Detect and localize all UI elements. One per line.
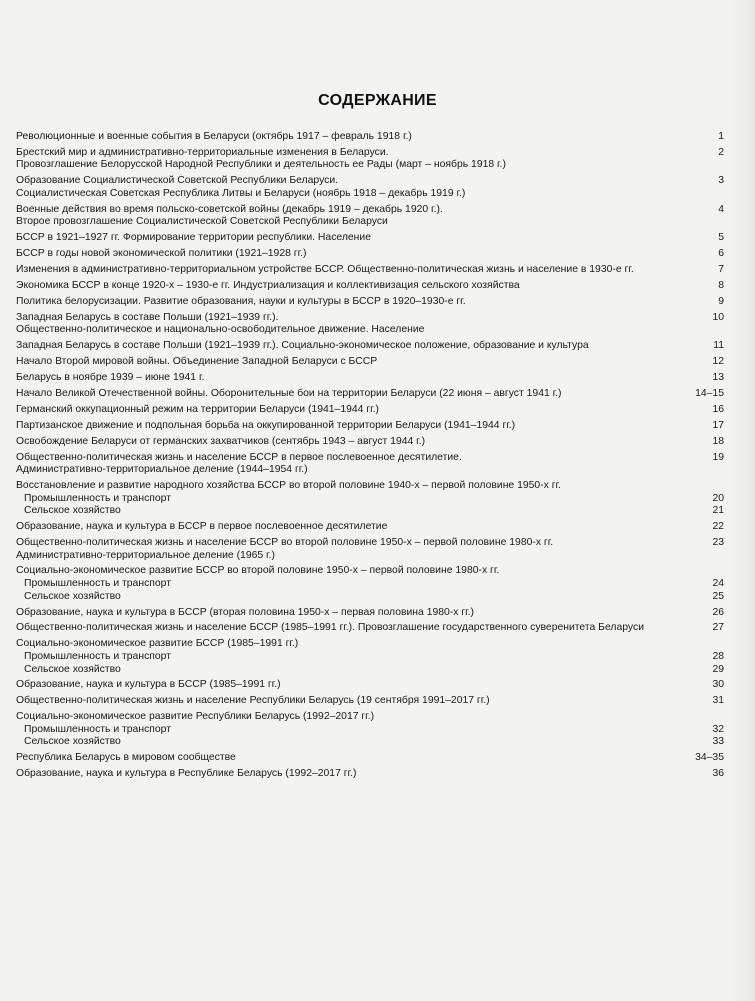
toc-entry-line [16,521,724,534]
toc-page-number [720,638,724,651]
toc-subentry-line [16,664,724,677]
toc-entry-title: Изменения в административно-территориальном устройстве БССР. Общественно-политическая жизнь и население в 1930-е гг. [16,264,634,276]
toc-entry-line [16,204,724,217]
toc-page-number: 14–15 [695,387,724,399]
toc-entry-title: Общественно-политическая жизнь и население БССР во второй половине 1950-х – первой половине 1980-х гг. [16,536,554,548]
toc-entry-title: БССР в годы новой экономической политики (1921–1928 гг.) [16,248,307,260]
toc-entry-line [16,356,724,369]
toc-page-number [720,464,724,477]
toc-entry-title: Административно-территориальное деление (1944–1954 гг.) [16,464,308,476]
toc-page-number: 25 [712,590,724,602]
toc-page-number: 8 [718,280,724,292]
toc-entry [16,264,724,277]
toc-page-number: 26 [712,606,724,618]
toc-entry-line [16,537,724,550]
table-of-contents [16,131,724,784]
toc-entry-line [16,147,724,160]
toc-page-number: 12 [712,356,724,368]
toc-entry-line [16,622,724,635]
toc-entry-line [16,131,724,144]
toc-entry-title: БССР в 1921–1927 гг. Формирование территории республики. Население [16,232,371,244]
toc-subentry-line [16,493,724,506]
toc-entry [16,452,724,477]
toc-page-number [720,565,724,578]
toc-entry-line [16,752,724,765]
toc-page-number: 18 [712,435,724,447]
toc-entry-line [16,607,724,620]
toc-entry [16,204,724,229]
toc-entry-line [16,480,724,493]
toc-entry [16,752,724,765]
toc-entry [16,280,724,293]
toc-entry-title: Начало Второй мировой войны. Объединение Западной Беларуси с БССР [16,356,378,368]
toc-entry-line [16,436,724,449]
toc-entry-line [16,550,724,563]
toc-page-number: 16 [712,403,724,415]
toc-page-number: 33 [712,736,724,748]
toc-page-number [720,324,724,337]
toc-page-number [720,711,724,724]
toc-entry [16,565,724,603]
toc-entry-line [16,768,724,781]
toc-entry-title: Революционные и военные события в Беларуси (октябрь 1917 – февраль 1918 г.) [16,131,412,142]
toc-page-number: 5 [718,232,724,244]
toc-entry-line [16,175,724,188]
toc-entry [16,340,724,353]
toc-entry-line [16,565,724,578]
toc-entry [16,312,724,337]
toc-page-number: 17 [712,419,724,431]
toc-entry-line [16,404,724,417]
toc-page-number: 7 [718,264,724,276]
toc-entry-line [16,264,724,277]
toc-page-number: 10 [712,311,724,323]
toc-entry-title: Промышленность и транспорт [24,578,171,590]
toc-entry-title: Образование, наука и культура в БССР (1985–1991 гг.) [16,679,281,691]
toc-entry-title: Социально-экономическое развитие Республики Беларусь (1992–2017 гг.) [16,711,375,723]
toc-entry-line [16,372,724,385]
toc-entry-title: Общественно-политическая жизнь и население БССР (1985–1991 гг.). Провозглашение государственного суверенитета Беларуси [16,622,645,634]
toc-page-number: 22 [712,521,724,533]
toc-entry-title: Беларусь в ноябре 1939 – июне 1941 г. [16,372,205,384]
toc-entry [16,679,724,692]
toc-entry-title: Образование, наука и культура в БССР (вторая половина 1950-х – первая половина 1980-х гг.) [16,606,475,618]
toc-entry-title: Второе провозглашение Социалистической Советской Республики Беларуси [16,216,388,228]
toc-entry [16,372,724,385]
toc-entry-title: Освобождение Беларуси от германских захватчиков (сентябрь 1943 – август 1944 г.) [16,435,426,447]
toc-entry-title: Общественно-политическая жизнь и население БССР в первое послевоенное десятилетие. [16,451,462,463]
toc-entry [16,248,724,261]
toc-entry-title: Провозглашение Белорусской Народной Республики и деятельность ее Рады (март – ноябрь 1918 г.) [16,159,506,171]
toc-entry-title: Сельское хозяйство [24,663,121,675]
toc-entry-line [16,452,724,465]
toc-entry [16,296,724,309]
toc-entry [16,521,724,534]
toc-entry-line [16,420,724,433]
toc-entry-title: Германский оккупационный режим на территории Беларуси (1941–1944 гг.) [16,403,379,415]
toc-entry [16,131,724,144]
toc-entry [16,175,724,200]
toc-page-number: 29 [712,663,724,675]
toc-page-number: 23 [712,536,724,548]
toc-entry [16,147,724,172]
page-edge-shading [731,0,755,1001]
toc-page-number: 31 [712,695,724,707]
toc-entry [16,480,724,518]
toc-entry [16,436,724,449]
toc-entry [16,711,724,749]
toc-entry-line [16,340,724,353]
toc-page-number: 28 [712,650,724,662]
toc-entry-title: Экономика БССР в конце 1920-х – 1930-е гг. Индустриализация и коллективизация сельского хозяйства [16,280,520,292]
toc-entry-line [16,679,724,692]
page-title: СОДЕРЖАНИЕ [318,92,437,109]
toc-page-number: 27 [712,622,724,634]
toc-entry-title: Образование Социалистической Советской Республики Беларуси. [16,175,339,187]
toc-page-number: 24 [712,578,724,590]
toc-page-number: 21 [712,505,724,517]
toc-subentry-line [16,578,724,591]
toc-page-number: 9 [718,295,724,307]
toc-entry-title: Общественно-политическое и национально-освободительное движение. Население [16,324,425,336]
toc-page-number: 19 [712,451,724,463]
toc-page-number: 1 [718,131,724,142]
toc-entry-title: Сельское хозяйство [24,736,121,748]
toc-page-number: 6 [718,248,724,260]
toc-page-number: 20 [712,492,724,504]
toc-page-number: 11 [713,340,724,352]
toc-page-number: 34–35 [695,752,724,764]
toc-entry-line [16,280,724,293]
toc-entry-title: Общественно-политическая жизнь и население Республики Беларусь (19 сентября 1991–2017 гг.) [16,695,490,707]
toc-page-number [720,216,724,229]
toc-page-number: 3 [718,175,724,187]
toc-entry-title: Политика белорусизации. Развитие образования, науки и культуры в БССР в 1920–1930-е гг. [16,295,466,307]
toc-entry-line [16,216,724,229]
toc-entry-title: Социалистическая Советская Республика Литвы и Беларуси (ноябрь 1918 – декабрь 1919 г.) [16,187,466,199]
toc-entry-title: Образование, наука и культура в Республике Беларусь (1992–2017 гг.) [16,768,357,780]
toc-page-number: 13 [712,372,724,384]
toc-entry-title: Сельское хозяйство [24,505,121,517]
toc-entry-line [16,188,724,201]
toc-entry-line [16,248,724,261]
toc-entry-title: Промышленность и транспорт [24,650,171,662]
toc-entry-line [16,324,724,337]
toc-page-number [720,188,724,201]
toc-entry-line [16,232,724,245]
toc-entry-line [16,695,724,708]
toc-subentry-line [16,591,724,604]
toc-entry-title: Брестский мир и административно-территориальные изменения в Беларуси. [16,146,389,158]
toc-entry [16,232,724,245]
toc-entry-title: Восстановление и развитие народного хозяйства БССР во второй половине 1940-х – первой половине 1950-х гг. [16,480,561,491]
toc-entry-title: Начало Великой Отечественной войны. Оборонительные бои на территории Беларуси (22 июня – август 1941 г.) [16,387,562,399]
toc-page-number: 4 [718,203,724,215]
toc-entry-title: Образование, наука и культура в БССР в первое послевоенное десятилетие [16,521,388,533]
toc-entry-title: Сельское хозяйство [24,590,121,602]
toc-subentry-line [16,505,724,518]
toc-entry-title: Западная Беларусь в составе Польши (1921–1939 гг.). Социально-экономическое положение, образование и культура [16,340,589,352]
toc-page-number: 30 [712,679,724,691]
toc-entry [16,607,724,620]
toc-page-number: 2 [718,146,724,158]
toc-entry-line [16,159,724,172]
toc-entry-line [16,464,724,477]
toc-entry-line [16,388,724,401]
toc-page-number [720,480,724,493]
toc-subentry-line [16,736,724,749]
toc-entry [16,356,724,369]
toc-entry-title: Промышленность и транспорт [24,723,171,735]
toc-entry [16,638,724,676]
toc-entry-line [16,296,724,309]
toc-page-number [720,550,724,563]
toc-entry [16,404,724,417]
toc-page-number: 36 [712,768,724,780]
toc-page-number: 32 [712,723,724,735]
toc-entry [16,537,724,562]
toc-entry [16,420,724,433]
toc-entry-title: Социально-экономическое развитие БССР (1985–1991 гг.) [16,638,299,650]
toc-entry-title: Социально-экономическое развитие БССР во второй половине 1950-х – первой половине 1980-х гг. [16,565,500,577]
toc-entry [16,695,724,708]
toc-entry-title: Партизанское движение и подпольная борьба на оккупированной территории Беларуси (1941–1944 гг.) [16,419,516,431]
toc-entry [16,388,724,401]
toc-entry-title: Западная Беларусь в составе Польши (1921–1939 гг.). [16,311,279,323]
toc-entry-title: Республика Беларусь в мировом сообществе [16,752,236,764]
toc-subentry-line [16,651,724,664]
toc-subentry-line [16,724,724,737]
toc-page-number [720,159,724,172]
toc-entry-line [16,312,724,325]
toc-entry-title: Военные действия во время польско-советской войны (декабрь 1919 – декабрь 1920 г.). [16,203,443,215]
toc-entry [16,768,724,781]
toc-entry-line [16,711,724,724]
toc-entry [16,622,724,635]
toc-entry-title: Административно-территориальное деление (1965 г.) [16,549,275,561]
toc-entry-title: Промышленность и транспорт [24,492,171,504]
toc-entry-line [16,638,724,651]
